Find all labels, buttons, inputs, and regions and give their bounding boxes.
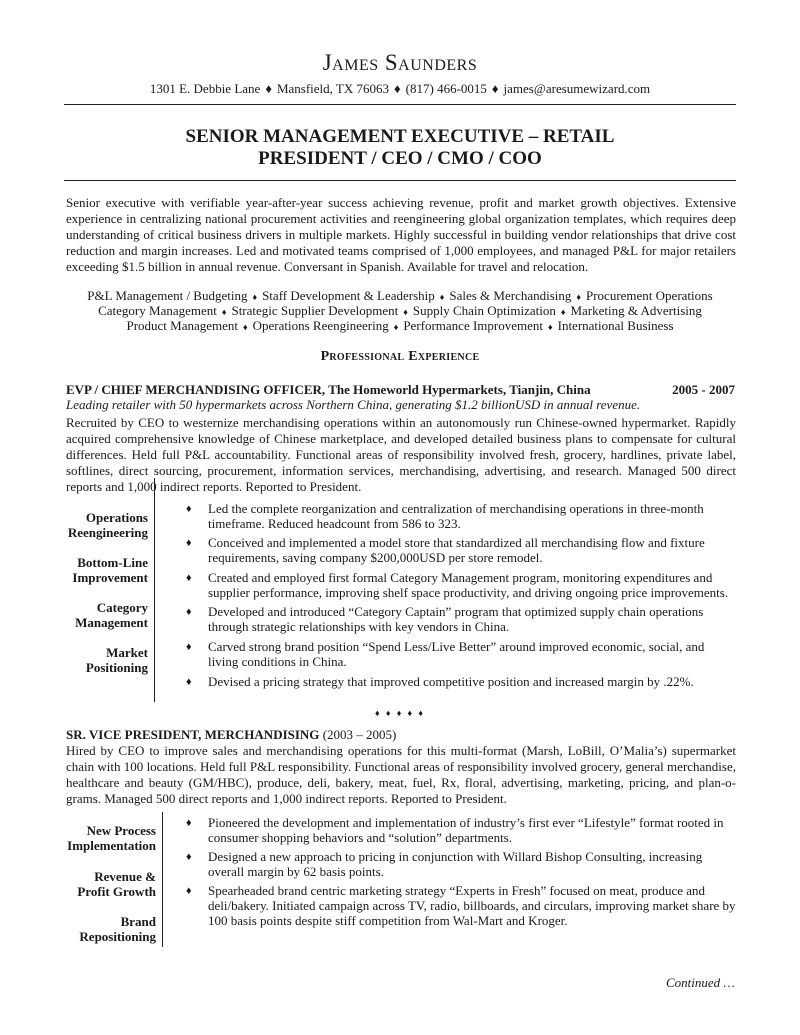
skill-item: Staff Development & Leadership xyxy=(262,288,435,303)
separator-diamond: ♦ xyxy=(252,292,258,302)
bullet-diamond-icon: ♦ xyxy=(186,572,192,584)
side-label-line: Category xyxy=(96,600,148,615)
skill-item: International Business xyxy=(557,318,674,333)
section-divider-diamonds: ♦ ♦ ♦ ♦ ♦ xyxy=(375,708,425,718)
separator-diamond: ♦ xyxy=(394,81,401,96)
job1-vertical-rule xyxy=(154,478,155,702)
job2-vertical-rule xyxy=(162,812,163,947)
job1-bullet-4: Developed and introduced “Category Captain” program that optimized supply chain operations through strategic relationships with key vendors in China. xyxy=(208,604,704,634)
bullet-diamond-icon: ♦ xyxy=(186,676,192,688)
job1-bullet-1: Led the complete reorganization and centralization of merchandising operations in three-month timeframe. Reduced headcount from 586 to 323. xyxy=(208,501,704,531)
side-label-line: Revenue & xyxy=(94,869,156,884)
email: james@aresumewizard.com xyxy=(503,81,651,96)
skill-item: Product Management xyxy=(126,318,239,333)
address: 1301 E. Debbie Lane xyxy=(149,81,261,96)
bullet-diamond-icon: ♦ xyxy=(186,537,192,549)
separator-diamond: ♦ xyxy=(243,322,248,332)
section-title-experience: Professional Experience xyxy=(320,349,480,364)
separator-diamond: ♦ xyxy=(491,81,499,96)
side-label-line: Bottom-Line xyxy=(77,555,148,570)
job1-side-label-2 xyxy=(64,555,148,585)
separator-diamond: ♦ xyxy=(393,322,399,332)
job2-description: Hired by CEO to improve sales and merchandising operations for this multi-format (Marsh, LoBill, O’Malia’s) supermarket chain with 100 locations. Held full P&L responsibility. Functional areas of responsibility involved grocery, general merchandise, healthcare and beauty (GM/HBC), produce, deli, bakery, meat, fuel, Rx, floral, advertising, marketing, pricing, and plan-o-grams. Managed 500 direct reports and 1,000 indirect reports. Reported to President. xyxy=(66,743,736,806)
skill-item: P&L Management / Budgeting xyxy=(87,288,248,303)
job1-bullet-5: Carved strong brand position “Spend Less/Live Better” around improved economic, social, and living conditions in China. xyxy=(208,639,705,669)
summary-paragraph: Senior executive with verifiable year-after-year success achieving revenue, profit and market growth objectives. Extensive experience in centralizing national procurement activities and reengineering global organization templates, which requires deep understanding of critical business drivers in multiple markets. Highly successful in building vendor relationships that drive cost reduction and margin increases. Led and motivated teams comprised of 1,000 employees, and managed P&L for major retailers exceeding $1.5 billion in annual revenue. Conversant in Spanish. Available for travel and relocation. xyxy=(66,195,736,274)
separator-diamond: ♦ xyxy=(439,292,445,302)
job2-bullet-2: Designed a new approach to pricing in conjunction with Willard Bishop Consulting, increasing overall margin by 62 basis points. xyxy=(208,849,703,879)
phone: (817) 466-0015 xyxy=(405,81,487,96)
separator-diamond: ♦ xyxy=(576,292,581,302)
headline-line-2: PRESIDENT / CEO / CMO / COO xyxy=(258,148,542,169)
continued-note: Continued … xyxy=(666,975,735,990)
side-label-line: Operations xyxy=(85,510,148,525)
bullet-diamond-icon: ♦ xyxy=(186,885,192,897)
job1-bullet-6: Devised a pricing strategy that improved competitive position and increased margin by .22%. xyxy=(208,674,694,689)
job1-dates: 2005 - 2007 xyxy=(672,382,735,397)
skill-item: Operations Reengineering xyxy=(252,318,389,333)
skill-item: Marketing & Advertising xyxy=(570,303,702,318)
header-divider xyxy=(64,104,736,105)
side-label-line: New Process xyxy=(86,823,156,838)
job1-bullet-3: Created and employed first formal Category Management program, monitoring expenditures and supplier performance, improving shelf space productivity, and driving ongoing price improvements. xyxy=(208,570,729,600)
separator-diamond: ♦ xyxy=(560,307,566,317)
headline-divider xyxy=(64,180,736,181)
contact-line xyxy=(0,81,800,97)
city: Mansfield, TX 76063 xyxy=(276,81,390,96)
job2-side-label-3 xyxy=(64,914,156,944)
separator-diamond: ♦ xyxy=(221,307,227,317)
job2-bullet-1: Pioneered the development and implementation of industry’s first ever “Lifestyle” format rooted in consumer shopping behaviors and “solution” departments. xyxy=(208,815,724,845)
side-label-line: Improvement xyxy=(72,570,148,585)
job2-title-line xyxy=(66,727,396,743)
job1-side-label-1 xyxy=(64,510,148,540)
bullet-diamond-icon: ♦ xyxy=(186,851,192,863)
side-label-line: Repositioning xyxy=(79,929,156,944)
skill-item: Category Management xyxy=(98,303,217,318)
job2-bullet-3: Spearheaded brand centric marketing strategy “Experts in Fresh” focused on meat, produce and deli/bakery. Initiated campaign across TV, radio, billboards, and circulars, improving market share by 100 basis points despite stiff competition from Wal-Mart and Kroger. xyxy=(208,883,736,928)
bullet-diamond-icon: ♦ xyxy=(186,503,192,515)
skill-item: Performance Improvement xyxy=(403,318,544,333)
separator-diamond: ♦ xyxy=(403,307,408,317)
job1-tagline: Leading retailer with 50 hypermarkets across Northern China, generating $1.2 billionUSD in annual revenue. xyxy=(66,397,641,412)
side-label-line: Brand xyxy=(120,914,156,929)
skill-item: Sales & Merchandising xyxy=(449,288,572,303)
side-label-line: Positioning xyxy=(85,660,148,675)
skill-item: Procurement Operations xyxy=(586,288,713,303)
job1-side-label-3 xyxy=(64,600,148,630)
job2-side-label-1 xyxy=(64,823,156,853)
bullet-diamond-icon: ♦ xyxy=(186,817,192,829)
side-label-line: Profit Growth xyxy=(77,884,156,899)
candidate-name: James Saunders xyxy=(322,50,478,75)
side-label-line: Management xyxy=(75,615,148,630)
bullet-diamond-icon: ♦ xyxy=(186,641,192,653)
job2-title: SR. VICE PRESIDENT, MERCHANDISING xyxy=(66,727,320,742)
job1-description: Recruited by CEO to westernize merchandising operations within an autonomously run Chinese-owned hypermarket. Rapidly acquired comprehensive knowledge of Chinese marketplace, and developed detailed business plans to compensate for cultural differences. Held full P&L accountability. Functional areas of responsibility involved fresh, grocery, hardlines, private label, softlines, direct sourcing, procurement, information services, merchandising, advertising, and research. Managed 500 direct reports and 1,000 indirect reports. Reported to President. xyxy=(66,415,736,494)
side-label-line: Market xyxy=(106,645,148,660)
separator-diamond: ♦ xyxy=(548,322,553,332)
side-label-line: Implementation xyxy=(67,838,156,853)
side-label-line: Reengineering xyxy=(67,525,148,540)
skill-item: Strategic Supplier Development xyxy=(231,303,399,318)
skills-row-3 xyxy=(0,318,800,335)
job2-side-label-2 xyxy=(64,869,156,899)
job1-bullet-2: Conceived and implemented a model store that standardized all merchandising flow and fixture requirements, saving company $200,000USD per store remodel. xyxy=(208,535,705,565)
job1-side-label-4 xyxy=(64,645,148,675)
job1-title: EVP / CHIEF MERCHANDISING OFFICER, The Homeworld Hypermarkets, Tianjin, China xyxy=(66,382,591,397)
headline-line-1: SENIOR MANAGEMENT EXECUTIVE – RETAIL xyxy=(185,126,615,147)
skill-item: Supply Chain Optimization xyxy=(412,303,556,318)
separator-diamond: ♦ xyxy=(265,81,272,96)
job2-dates: (2003 – 2005) xyxy=(322,727,397,742)
bullet-diamond-icon: ♦ xyxy=(186,606,192,618)
